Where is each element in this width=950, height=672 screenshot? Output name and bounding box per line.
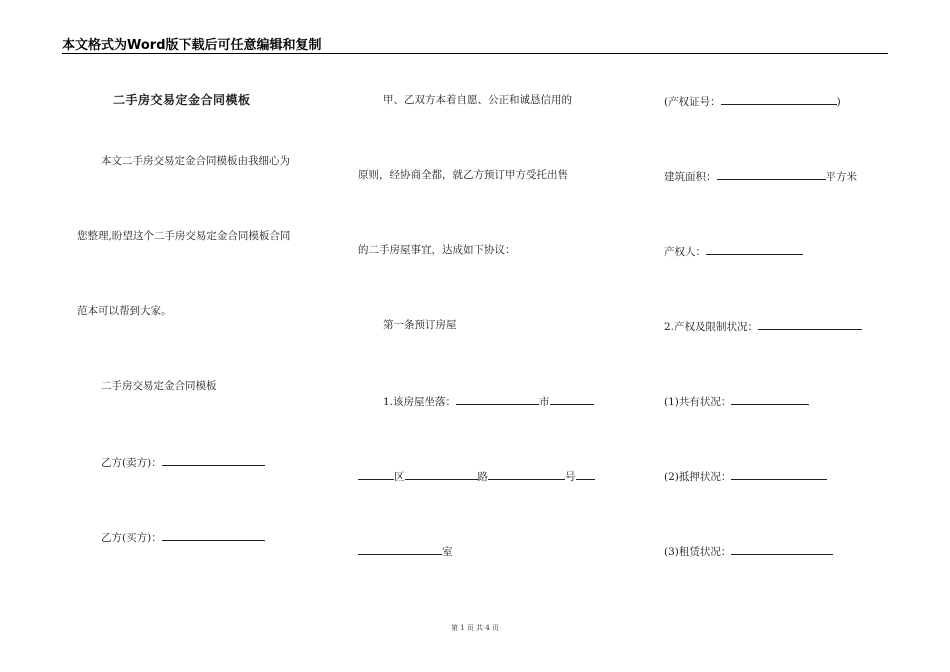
intro-line-1: 本文二手房交易定金合同模板由我细心为 [101, 155, 290, 167]
city-label: 市 [539, 396, 550, 408]
lease-blank[interactable] [731, 543, 833, 555]
article-1-heading: 第一条预订房屋 [383, 319, 457, 331]
buyer-field [101, 529, 265, 545]
agreement-line-3: 的二手房屋事宜，达成如下协议： [358, 244, 516, 256]
lease-label: (3)租赁状况： [664, 546, 732, 558]
mortgage-blank[interactable] [731, 468, 827, 480]
number-blank-2[interactable] [576, 468, 595, 480]
mortgage-label: (2)抵押状况： [664, 471, 732, 483]
area-label: 建筑面积： [664, 171, 717, 183]
mortgage-field [664, 468, 827, 484]
document-header [62, 34, 888, 54]
owner-label: 产权人： [664, 246, 706, 258]
seller-blank[interactable] [162, 454, 265, 466]
intro-line-2: 您整理,盼望这个二手房交易定金合同模板合同 [77, 230, 291, 242]
joint-label: (1)共有状况： [664, 396, 732, 408]
header-text: 本文格式为Word版下载后可任意编辑和复制 [62, 38, 322, 53]
location-city-blank-2[interactable] [550, 393, 594, 405]
owner-blank[interactable] [706, 243, 803, 255]
location-field [383, 393, 594, 409]
page-footer: 第 1 页 共 4 页 [450, 624, 500, 632]
restriction-label: 2.产权及限制状况： [664, 321, 759, 333]
owner-field [664, 243, 803, 259]
joint-blank[interactable] [731, 393, 809, 405]
agreement-line-2: 原则，经协商全都，就乙方预订甲方受托出售 [358, 169, 568, 181]
district-label: 区 [394, 471, 405, 483]
number-label: 号 [565, 471, 576, 483]
number-blank[interactable] [488, 468, 565, 480]
certificate-label: (产权证号： [664, 96, 721, 108]
room-label: 室 [442, 546, 453, 558]
area-field [664, 168, 857, 184]
subtitle: 二手房交易定金合同模板 [101, 380, 217, 392]
contract-title: 二手房交易定金合同模板 [113, 93, 251, 107]
header-divider [62, 53, 888, 54]
agreement-line-1: 甲、乙双方本着自愿、公正和诚恳信用的 [383, 94, 572, 106]
restriction-blank[interactable] [758, 318, 862, 330]
certificate-close: ) [836, 96, 841, 108]
address-field [358, 468, 595, 484]
seller-field [101, 454, 265, 470]
area-unit: 平方米 [825, 171, 857, 183]
intro-line-3: 范本可以帮到大家。 [77, 305, 172, 317]
buyer-label: 乙方(买方)： [101, 532, 162, 544]
buyer-blank[interactable] [162, 529, 265, 541]
room-field [358, 543, 453, 559]
certificate-blank[interactable] [721, 93, 837, 105]
district-blank[interactable] [358, 468, 394, 480]
room-blank[interactable] [358, 543, 442, 555]
restriction-field [664, 318, 862, 334]
certificate-field [664, 93, 841, 109]
location-city-blank[interactable] [456, 393, 539, 405]
location-label: 1.该房屋坐落： [383, 396, 457, 408]
area-blank[interactable] [717, 168, 826, 180]
lease-field [664, 543, 833, 559]
seller-label: 乙方(卖方)： [101, 457, 162, 469]
road-label: 路 [477, 471, 488, 483]
joint-field [664, 393, 809, 409]
road-blank[interactable] [405, 468, 478, 480]
